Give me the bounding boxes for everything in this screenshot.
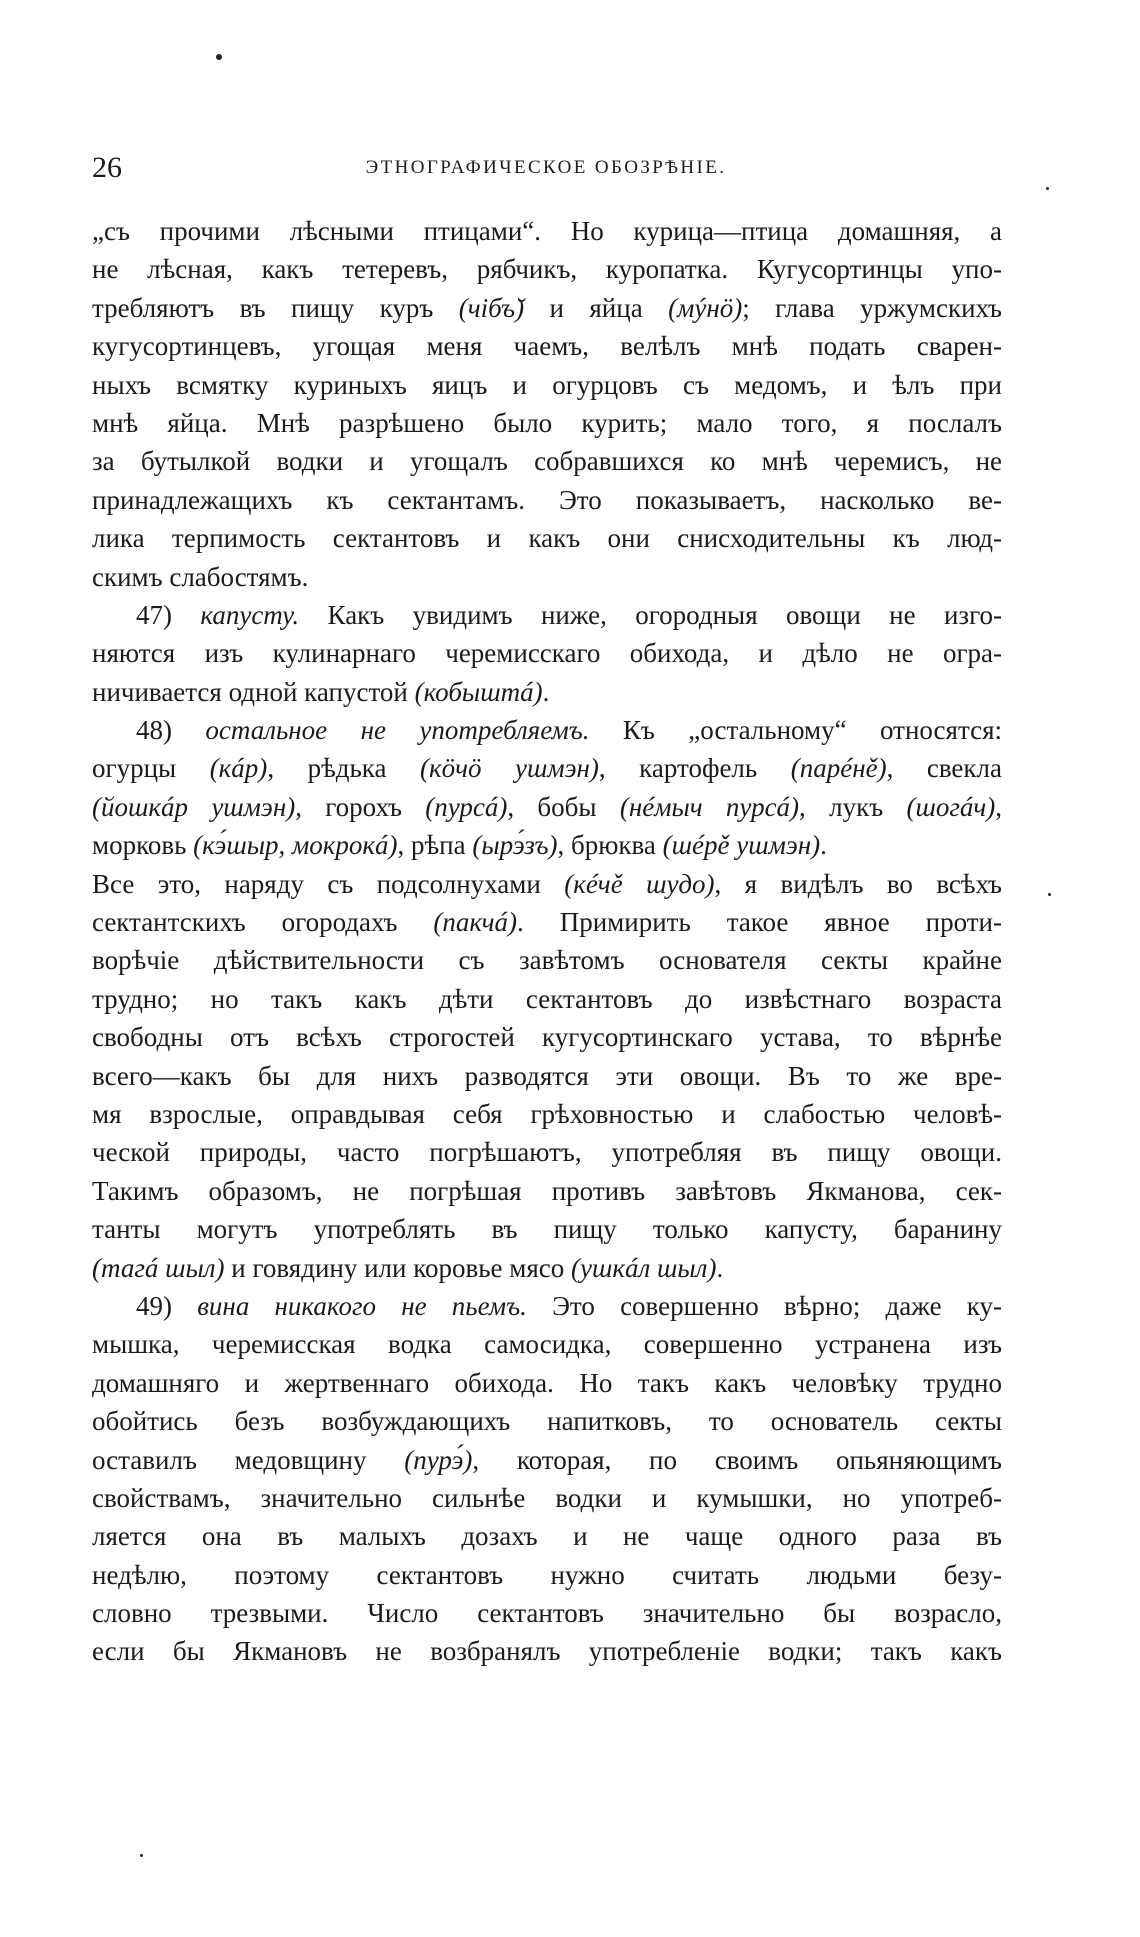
text-run: сектантскихъ огородахъ — [92, 907, 434, 938]
body-text — [92, 212, 1002, 1671]
text-run: свободны отъ всѣхъ строгостей кугусортинскаго устава, то вѣрнѣе — [92, 1022, 1002, 1053]
text-line — [92, 1018, 1002, 1056]
text-line — [92, 519, 1002, 557]
text-run: , горохъ — [295, 791, 426, 822]
text-line — [92, 749, 1002, 787]
text-run: , брюква — [557, 830, 663, 861]
text-run: Какъ увидимъ ниже, огородныя овощи не изго- — [299, 599, 1002, 630]
text-run: „съ прочими лѣсными птицами“. Но курица—птица домашняя, а — [92, 216, 1002, 246]
text-line — [92, 1441, 1002, 1479]
text-line — [92, 1325, 1002, 1363]
ink-speck — [140, 1854, 143, 1857]
italic-term: (кéчě шудо) — [564, 868, 715, 899]
italic-term: (мýнö) — [668, 292, 743, 323]
text-run: ; глава уржумскихъ — [742, 292, 1002, 323]
text-run: ляется она въ малыхъ дозахъ и не чаще одного раза въ — [92, 1521, 1002, 1552]
text-run: мнѣ яйца. Мнѣ разрѣшено было курить; мало того, я послалъ — [92, 407, 1002, 438]
text-line — [92, 711, 1002, 749]
italic-term: (кобыштá) — [414, 676, 543, 707]
text-line — [92, 1057, 1002, 1095]
text-run: , свекла — [886, 753, 1002, 784]
text-line — [92, 558, 1002, 596]
text-line — [92, 289, 1002, 327]
text-run: не лѣсная, какъ тетеревъ, рябчикъ, куропатка. Кугусортинцы упо- — [92, 254, 1002, 285]
text-run: . Примирить такое явное проти- — [517, 907, 1003, 938]
italic-term: (пурэ́) — [404, 1444, 473, 1475]
text-run: 47) — [136, 599, 201, 630]
text-run: обойтись безъ возбуждающихъ напитковъ, то основатель секты — [92, 1406, 1002, 1437]
italic-term: (кáр) — [209, 753, 268, 784]
text-line — [92, 1479, 1002, 1517]
text-run: ныхъ всмятку куриныхъ яицъ и огурцовъ съ медомъ, и ѣлъ при — [92, 369, 1002, 400]
text-line — [92, 1287, 1002, 1325]
text-line — [92, 481, 1002, 519]
text-line — [92, 865, 1002, 903]
text-run: ничивается одной капустой — [92, 676, 415, 707]
italic-term: (кöчö ушмэн) — [420, 753, 599, 784]
text-run: кугусортинцевъ, угощая меня чаемъ, велѣлъ мнѣ подать сварен- — [92, 331, 1002, 362]
italic-term: (йошкáр ушмэн) — [92, 791, 296, 822]
text-run: 49) — [136, 1290, 198, 1321]
text-run: требляютъ въ пищу куръ — [92, 292, 459, 323]
text-run: домашняго и жертвеннаго обихода. Но такъ какъ человѣку трудно — [92, 1367, 1002, 1398]
text-run: принадлежащихъ къ сектантамъ. Это показываетъ, насколько ве- — [92, 484, 1002, 515]
text-line — [92, 1172, 1002, 1210]
text-run: скимъ слабостямъ. — [92, 561, 309, 592]
italic-term: капусту. — [200, 599, 300, 630]
text-line — [92, 980, 1002, 1018]
italic-term: вина никакого не пьемъ. — [197, 1290, 527, 1321]
text-line — [92, 788, 1002, 826]
text-run: 48) — [136, 715, 206, 746]
text-line — [92, 366, 1002, 404]
text-run: мя взрослые, оправдывая себя грѣховностью и слабостью человѣ- — [92, 1098, 1002, 1129]
text-line — [92, 1095, 1002, 1133]
text-line — [92, 1364, 1002, 1402]
italic-term: (нéмыч пурсá) — [619, 791, 800, 822]
text-line — [92, 903, 1002, 941]
text-run: Все это, наряду съ подсолнухами — [92, 868, 565, 899]
text-line — [92, 673, 1002, 711]
text-line — [92, 404, 1002, 442]
text-run: , бобы — [507, 791, 620, 822]
text-run: , я видѣлъ во всѣхъ — [714, 868, 1002, 899]
text-line — [92, 250, 1002, 288]
italic-term: (пакчá) — [433, 907, 518, 938]
text-line — [92, 634, 1002, 672]
text-run: всего—какъ бы для нихъ разводятся эти овощи. Въ то же вре- — [92, 1060, 1002, 1091]
text-run: , — [995, 791, 1003, 822]
ink-speck — [1048, 893, 1051, 896]
text-run: если бы Якмановъ не возбранялъ употребленіе водки; такъ какъ — [92, 1636, 1002, 1667]
running-head — [92, 148, 1000, 188]
text-line — [92, 327, 1002, 365]
ink-speck — [216, 54, 222, 60]
italic-term: (ырэ́зъ) — [472, 830, 558, 861]
italic-term: остальное не употребляемъ. — [205, 715, 590, 746]
text-run: , лукъ — [799, 791, 907, 822]
text-run: . — [820, 830, 827, 861]
text-line — [92, 1402, 1002, 1440]
text-line — [92, 826, 1002, 864]
text-run: и говядину или коровье мясо — [224, 1252, 571, 1283]
text-run: ческой природы, часто погрѣшаютъ, употребляя въ пищу овощи. — [92, 1137, 1002, 1168]
text-run: огурцы — [92, 753, 210, 784]
text-run: свойствамъ, значительно сильнѣе водки и кумышки, но употреб- — [92, 1482, 1002, 1513]
text-run: и яйца — [524, 292, 669, 323]
italic-term: (чiбъ̆) — [458, 292, 525, 323]
text-run: недѣлю, поэтому сектантовъ нужно считать людьми безу- — [92, 1559, 1002, 1590]
text-line — [92, 941, 1002, 979]
text-line — [92, 1517, 1002, 1555]
italic-term: (ушкáл шыл) — [571, 1252, 717, 1283]
text-run: , которая, по своимъ опьяняющимъ — [472, 1444, 1002, 1475]
text-line — [92, 1594, 1002, 1632]
text-run: словно трезвыми. Число сектантовъ значительно бы возрасло, — [92, 1598, 1002, 1629]
italic-term: (кэ́шыр, мокрокá) — [193, 830, 398, 861]
text-run: ворѣчіе дѣйствительности съ завѣтомъ основателя секты крайне — [92, 945, 1002, 976]
italic-term: (тагá шыл) — [92, 1252, 225, 1283]
text-run: , рѣдька — [267, 753, 420, 784]
italic-term: (пурсá) — [425, 791, 508, 822]
ink-speck — [1046, 187, 1049, 190]
text-line — [92, 1210, 1002, 1248]
journal-title: ЭТНОГРАФИЧЕСКОЕ ОБОЗРѢНІЕ. — [365, 157, 727, 178]
text-run: , рѣпа — [397, 830, 473, 861]
text-run: Къ „остальному“ относятся: — [589, 715, 1002, 746]
text-run: Такимъ образомъ, не погрѣшая противъ завѣтовъ Якманова, сек- — [92, 1175, 1002, 1206]
text-run: танты могутъ употреблять въ пищу только капусту, баранину — [92, 1214, 1002, 1245]
text-run: оставилъ медовщину — [92, 1444, 405, 1475]
text-line — [92, 1632, 1002, 1670]
text-line — [92, 1133, 1002, 1171]
text-run: , картофель — [598, 753, 791, 784]
italic-term: (шéрě ушмэн) — [662, 830, 821, 861]
italic-term: (шогáч) — [906, 791, 996, 822]
text-line — [92, 442, 1002, 480]
text-line — [92, 596, 1002, 634]
text-run: за бутылкой водки и угощалъ собравшихся ко мнѣ черемисъ, не — [92, 446, 1002, 477]
text-line — [92, 1556, 1002, 1594]
text-run: мышка, черемисская водка самосидка, совершенно устранена изъ — [92, 1329, 1002, 1360]
text-run: . — [542, 676, 550, 707]
text-run: . — [716, 1252, 724, 1283]
text-run: Это совершенно вѣрно; даже ку- — [526, 1290, 1002, 1321]
text-run: трудно; но такъ какъ дѣти сектантовъ до извѣстнаго возраста — [92, 983, 1002, 1014]
text-run: няются изъ кулинарнаго черемисскаго обихода, и дѣло не огра- — [92, 638, 1002, 669]
text-line — [92, 1249, 1002, 1287]
text-run: морковь — [92, 830, 194, 861]
page-number: 26 — [92, 151, 122, 184]
italic-term: (парéнě) — [790, 753, 887, 784]
text-line — [92, 212, 1002, 250]
text-run: лика терпимость сектантовъ и какъ они снисходительны къ люд- — [92, 523, 1002, 554]
